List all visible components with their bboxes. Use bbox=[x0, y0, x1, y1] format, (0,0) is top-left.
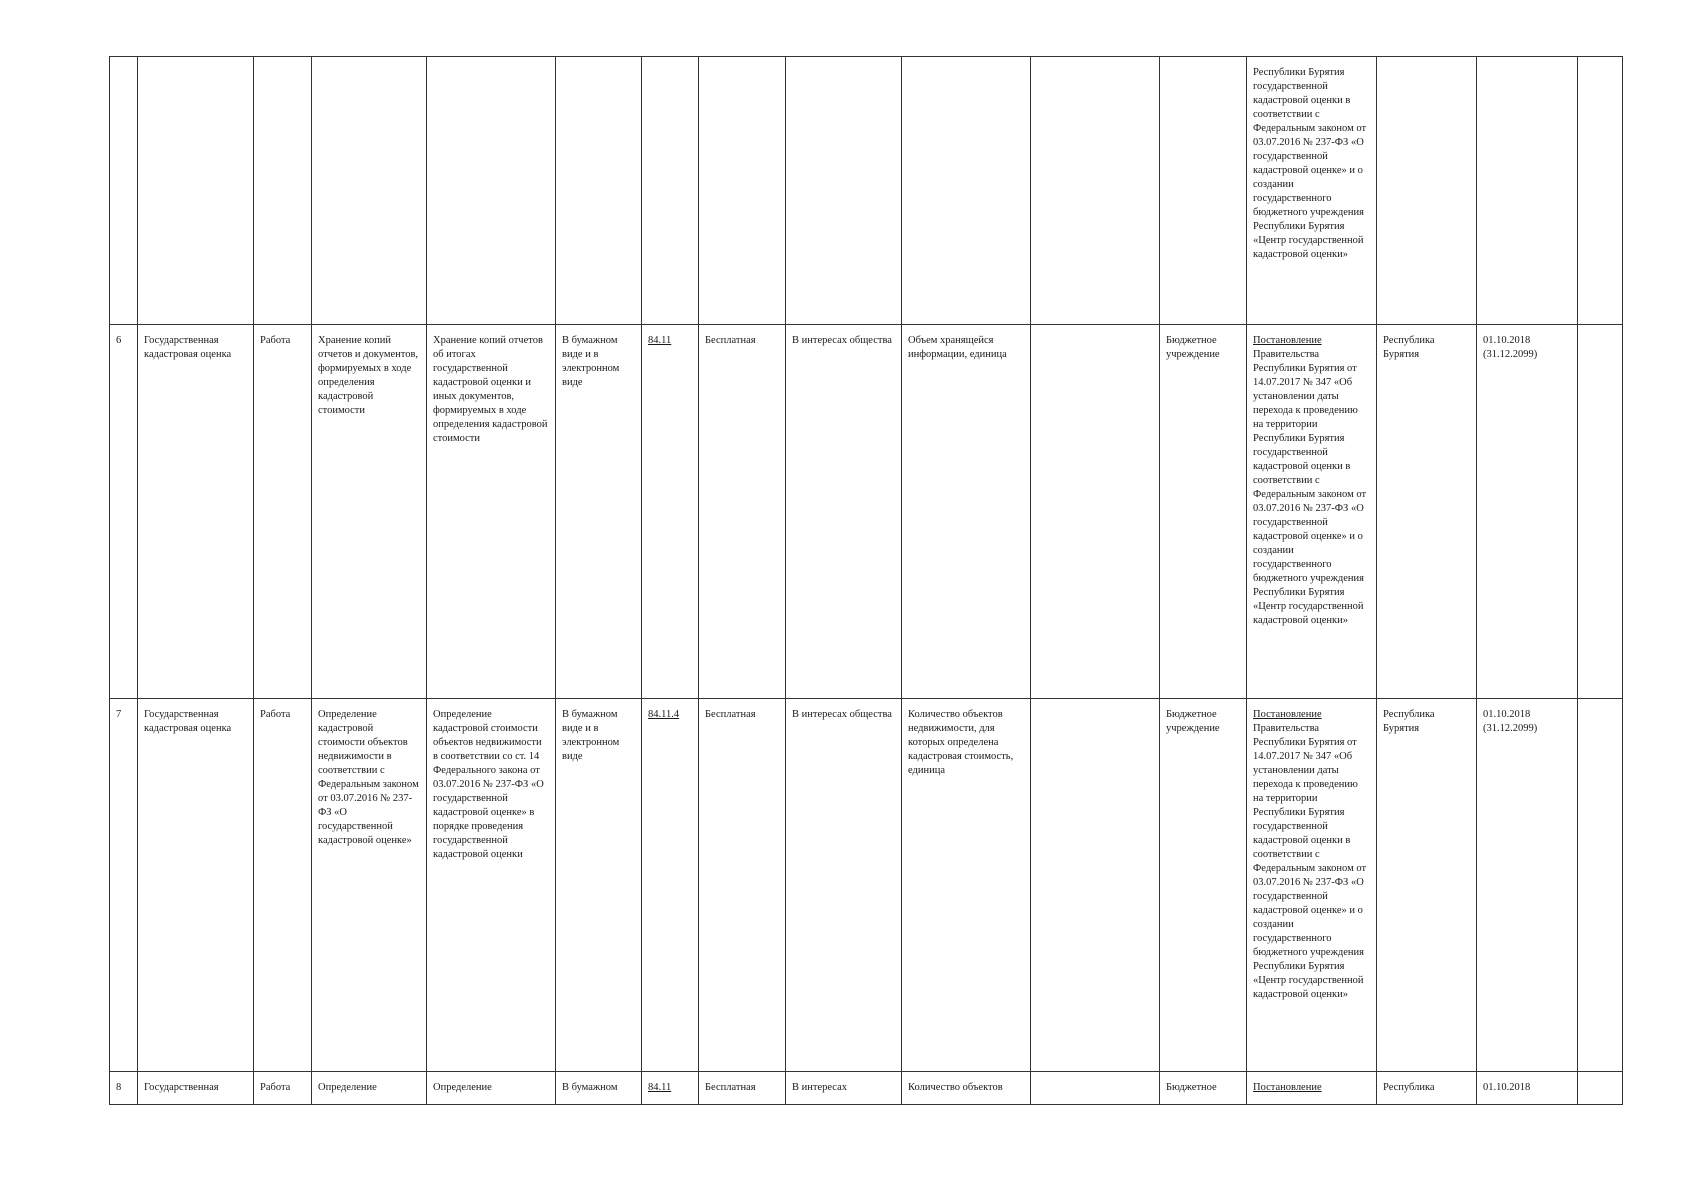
cell-type: Работа bbox=[254, 325, 312, 699]
table-row bbox=[110, 1072, 1623, 1105]
cell-content: Хранение копий отчетов об итогах государственной кадастровой оценки и иных документов, формируемых в ходе определения кадастровой стоимости bbox=[427, 325, 556, 699]
cell-legal-act bbox=[1247, 325, 1377, 699]
cell-blank bbox=[1578, 699, 1623, 1072]
cell-payment: Бесплатная bbox=[699, 1072, 786, 1105]
cell-num bbox=[110, 57, 138, 325]
legal-act-link[interactable]: Постановление bbox=[1253, 709, 1322, 720]
cell-date: 01.10.2018 bbox=[1477, 1072, 1578, 1105]
cell-founder bbox=[1377, 57, 1477, 325]
cell-content bbox=[427, 57, 556, 325]
cell-payment: Бесплатная bbox=[699, 699, 786, 1072]
cell-consumers: В интересах общества bbox=[786, 699, 902, 1072]
cell-num: 6 bbox=[110, 325, 138, 699]
cell-consumers bbox=[786, 57, 902, 325]
cell-indicator: Количество объектов bbox=[902, 1072, 1031, 1105]
cell-form: В бумажном виде и в электронном виде bbox=[556, 699, 642, 1072]
cell-okved bbox=[642, 699, 699, 1072]
cell-service-name: Определение bbox=[312, 1072, 427, 1105]
cell-type: Работа bbox=[254, 1072, 312, 1105]
cell-form: В бумажном bbox=[556, 1072, 642, 1105]
cell-area bbox=[138, 57, 254, 325]
cell-consumers: В интересах bbox=[786, 1072, 902, 1105]
cell-extra bbox=[1031, 57, 1160, 325]
cell-indicator: Количество объектов недвижимости, для которых определена кадастровая стоимость, единица bbox=[902, 699, 1031, 1072]
cell-service-name bbox=[312, 57, 427, 325]
cell-area: Государственная bbox=[138, 1072, 254, 1105]
cell-legal-act bbox=[1247, 699, 1377, 1072]
cell-content: Определение bbox=[427, 1072, 556, 1105]
cell-okved bbox=[642, 1072, 699, 1105]
cell-area: Государственная кадастровая оценка bbox=[138, 699, 254, 1072]
table-row bbox=[110, 57, 1623, 325]
cell-date: 01.10.2018 (31.12.2099) bbox=[1477, 325, 1578, 699]
legal-act-link[interactable]: Постановление bbox=[1253, 1082, 1322, 1093]
okved-link[interactable]: 84.11 bbox=[648, 1082, 672, 1093]
cell-date: 01.10.2018 (31.12.2099) bbox=[1477, 699, 1578, 1072]
cell-legal-act bbox=[1247, 57, 1377, 325]
cell-extra bbox=[1031, 699, 1160, 1072]
cell-date bbox=[1477, 57, 1578, 325]
cell-service-name: Хранение копий отчетов и документов, формируемых в ходе определения кадастровой стоимости bbox=[312, 325, 427, 699]
cell-extra bbox=[1031, 1072, 1160, 1105]
table-row bbox=[110, 699, 1623, 1072]
cell-type: Работа bbox=[254, 699, 312, 1072]
cell-form bbox=[556, 57, 642, 325]
cell-form: В бумажном виде и в электронном виде bbox=[556, 325, 642, 699]
cell-institution bbox=[1160, 57, 1247, 325]
cell-founder: Республика Бурятия bbox=[1377, 699, 1477, 1072]
cell-area: Государственная кадастровая оценка bbox=[138, 325, 254, 699]
cell-okved bbox=[642, 325, 699, 699]
cell-institution: Бюджетное учреждение bbox=[1160, 325, 1247, 699]
cell-type bbox=[254, 57, 312, 325]
legal-act-link[interactable]: Постановление bbox=[1253, 335, 1322, 346]
cell-num: 7 bbox=[110, 699, 138, 1072]
cell-indicator bbox=[902, 57, 1031, 325]
legal-act-text: Республики Бурятия государственной кадастровой оценки в соответствии с Федеральным законом от 03.07.2016 № 237-ФЗ «О государственной кадастровой оценке» и о создании государственного бюджетного учреждения Республики Бурятия «Центр государственной кадастровой оценки» bbox=[1253, 67, 1367, 260]
cell-legal-act bbox=[1247, 1072, 1377, 1105]
cell-blank bbox=[1578, 57, 1623, 325]
cell-extra bbox=[1031, 325, 1160, 699]
cell-consumers: В интересах общества bbox=[786, 325, 902, 699]
cell-founder: Республика bbox=[1377, 1072, 1477, 1105]
cell-payment: Бесплатная bbox=[699, 325, 786, 699]
table-row bbox=[110, 325, 1623, 699]
legal-act-text: Правительства Республики Бурятия от 14.07.2017 № 347 «Об установлении даты перехода к проведению на территории Республики Бурятия государственной кадастровой оценки в соответствии с Федеральным законом от 03.07.2016 № 237-ФЗ «О государственной кадастровой оценке» и о создании государственного бюджетного учреждения Республики Бурятия «Центр государственной кадастровой оценки» bbox=[1253, 723, 1367, 1000]
okved-link[interactable]: 84.11.4 bbox=[648, 709, 680, 720]
cell-payment bbox=[699, 57, 786, 325]
cell-institution: Бюджетное учреждение bbox=[1160, 699, 1247, 1072]
cell-blank bbox=[1578, 325, 1623, 699]
cell-service-name: Определение кадастровой стоимости объектов недвижимости в соответствии с Федеральным законом от 03.07.2016 № 237-ФЗ «О государственной кадастровой оценке» bbox=[312, 699, 427, 1072]
cell-content: Определение кадастровой стоимости объектов недвижимости в соответствии со ст. 14 Федерального закона от 03.07.2016 № 237-ФЗ «О государственной кадастровой оценке» в порядке проведения государственной кадастровой оценки bbox=[427, 699, 556, 1072]
cell-blank bbox=[1578, 1072, 1623, 1105]
cell-institution: Бюджетное bbox=[1160, 1072, 1247, 1105]
cell-founder: Республика Бурятия bbox=[1377, 325, 1477, 699]
registry-table bbox=[109, 56, 1623, 1105]
cell-num: 8 bbox=[110, 1072, 138, 1105]
legal-act-text: Правительства Республики Бурятия от 14.07.2017 № 347 «Об установлении даты перехода к проведению на территории Республики Бурятия государственной кадастровой оценки в соответствии с Федеральным законом от 03.07.2016 № 237-ФЗ «О государственной кадастровой оценке» и о создании государственного бюджетного учреждения Республики Бурятия «Центр государственной кадастровой оценки» bbox=[1253, 349, 1367, 626]
okved-link[interactable]: 84.11 bbox=[648, 335, 672, 346]
cell-indicator: Объем хранящейся информации, единица bbox=[902, 325, 1031, 699]
cell-okved bbox=[642, 57, 699, 325]
